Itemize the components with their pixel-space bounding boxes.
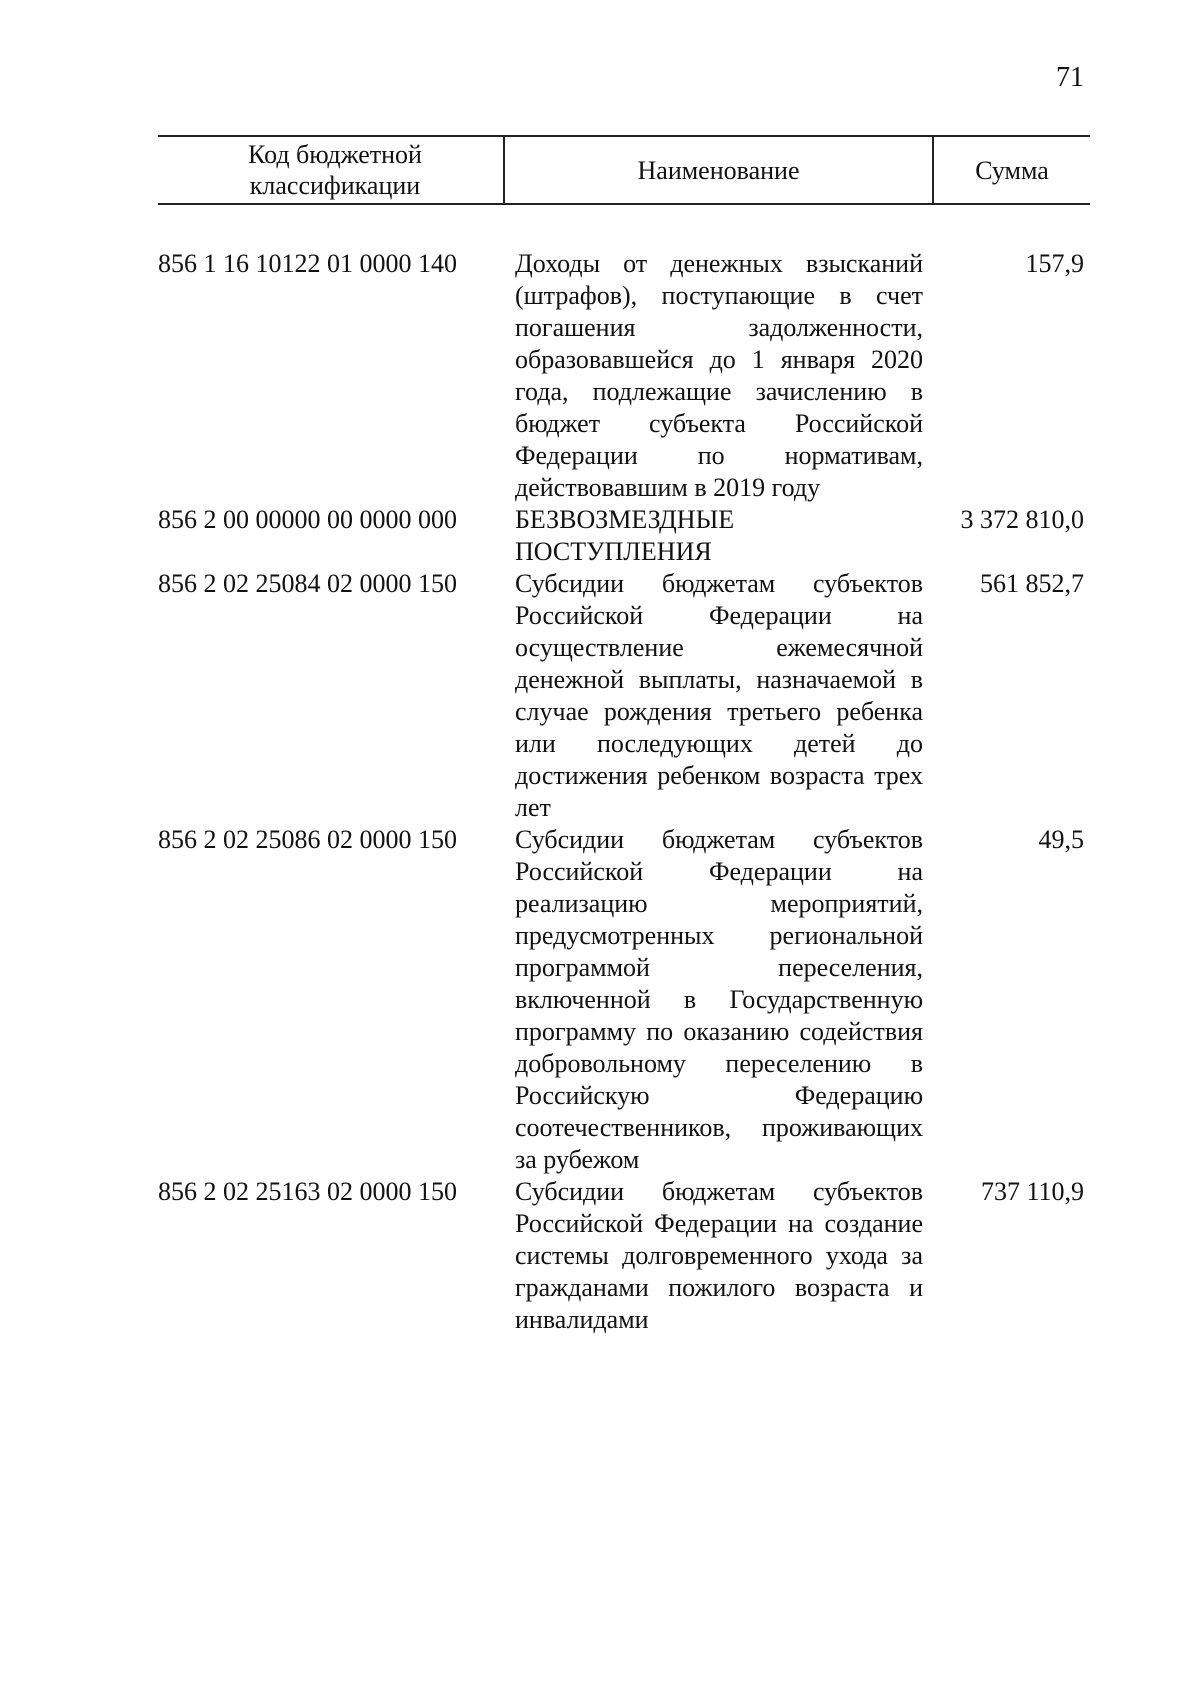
row-code: 856 2 02 25086 02 0000 150 bbox=[158, 825, 457, 854]
table-row bbox=[0, 824, 1200, 1176]
header-name: Наименование bbox=[637, 155, 800, 185]
row-code: 856 2 00 00000 00 0000 000 bbox=[158, 505, 457, 534]
row-code: 856 1 16 10122 01 0000 140 bbox=[158, 249, 457, 278]
page-number: 71 bbox=[1056, 62, 1084, 93]
table-body bbox=[0, 248, 1200, 1336]
row-name: Субсидии бюджетам субъектов Российской Федерации на создание системы долговременного ухода за гражданами пожилого возраста и инвалидами bbox=[515, 1177, 923, 1334]
row-amount: 3 372 810,0 bbox=[960, 505, 1084, 534]
row-name: Субсидии бюджетам субъектов Российской Федерации на осуществление ежемесячной денежной выплаты, назначаемой в случае рождения третьего ребенка или последующих детей до достижения ребенком возраста трех лет bbox=[515, 569, 923, 822]
table-row bbox=[0, 248, 1200, 504]
header-bottom-rule bbox=[158, 203, 1090, 205]
header-amount: Сумма bbox=[975, 155, 1049, 185]
row-amount: 737 110,9 bbox=[980, 1177, 1084, 1206]
row-name: БЕЗВОЗМЕЗДНЫЕ ПОСТУПЛЕНИЯ bbox=[515, 505, 735, 566]
row-amount: 561 852,7 bbox=[980, 569, 1084, 598]
row-name: Субсидии бюджетам субъектов Российской Федерации на реализацию мероприятий, предусмотренных региональной программой переселения, включенной в Государственную программу по оказанию содействия добровольному переселению в Российскую Федерацию соотечественников, проживающих за рубежом bbox=[515, 825, 923, 1174]
row-code: 856 2 02 25163 02 0000 150 bbox=[158, 1177, 457, 1206]
table-row bbox=[0, 1176, 1200, 1336]
header-top-rule bbox=[158, 135, 1090, 137]
row-name: Доходы от денежных взысканий (штрафов), поступающие в счет погашения задолженности, образовавшейся до 1 января 2020 года, подлежащие зачислению в бюджет субъекта Российской Федерации по нормативам, действовавшим в 2019 году bbox=[515, 249, 923, 502]
table-row bbox=[0, 504, 1200, 568]
row-amount: 157,9 bbox=[1025, 249, 1084, 278]
header-code: Код бюджетной классификации bbox=[248, 140, 422, 200]
table-row bbox=[0, 568, 1200, 824]
row-code: 856 2 02 25084 02 0000 150 bbox=[158, 569, 457, 598]
row-amount: 49,5 bbox=[1038, 825, 1084, 854]
